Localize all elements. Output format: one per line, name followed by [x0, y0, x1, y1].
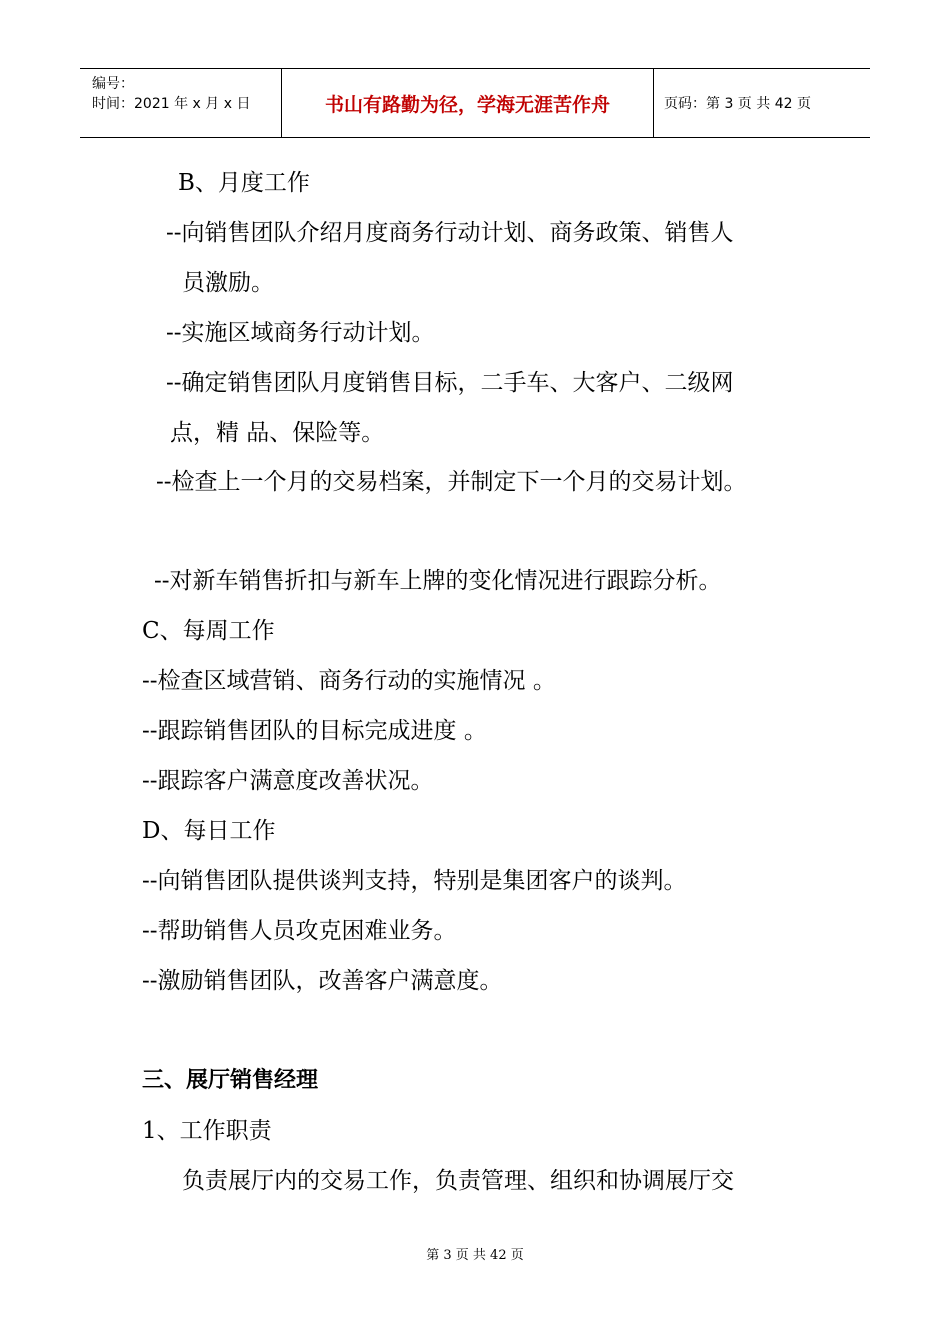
- body-line: --检查上一个月的交易档案，并制定下一个月的交易计划。: [156, 469, 747, 495]
- day-work-heading: D、每日工作: [142, 818, 276, 844]
- body-line: --对新车销售折扣与新车上牌的变化情况进行跟踪分析。: [154, 568, 722, 594]
- sub-heading: 1、工作职责: [142, 1118, 272, 1144]
- body-line: 负责展厅内的交易工作，负责管理、组织和协调展厅交: [182, 1168, 734, 1194]
- body-line: --实施区域商务行动计划。: [166, 320, 435, 346]
- header-motto: 书山有路勤为径，学海无涯苦作舟: [324, 93, 610, 116]
- header-time-label: 时间：2021 年 x 月 x 日: [92, 96, 251, 112]
- page-footer: 第 3 页 共 42 页: [426, 1248, 524, 1263]
- body-line: --跟踪客户满意度改善状况。: [142, 768, 434, 794]
- page-header: [80, 68, 870, 138]
- body-line: --向销售团队介绍月度商务行动计划、商务政策、销售人: [166, 220, 734, 246]
- body-line: 员激励。: [182, 270, 274, 296]
- header-meta-cell: [80, 69, 282, 137]
- body-line: --检查区域营销、商务行动的实施情况 。: [142, 668, 556, 694]
- header-page-label: 页码：第 3 页 共 42 页: [664, 96, 811, 112]
- body-line: --确定销售团队月度销售目标，二手车、大客户、二级网: [166, 370, 734, 396]
- header-page-cell: [654, 69, 870, 137]
- section-heading: 三、展厅销售经理: [142, 1068, 319, 1093]
- body-line: 点，精 品、保险等。: [170, 420, 385, 446]
- week-work-heading: C、每周工作: [142, 618, 275, 644]
- header-number-label: 编号：: [92, 76, 134, 92]
- month-work-heading: B、月度工作: [178, 170, 310, 196]
- header-motto-cell: [282, 69, 654, 137]
- body-line: --激励销售团队，改善客户满意度。: [142, 968, 503, 994]
- body-line: --帮助销售人员攻克困难业务。: [142, 918, 457, 944]
- body-line: --向销售团队提供谈判支持，特别是集团客户的谈判。: [142, 868, 687, 894]
- body-line: --跟踪销售团队的目标完成进度 。: [142, 718, 487, 744]
